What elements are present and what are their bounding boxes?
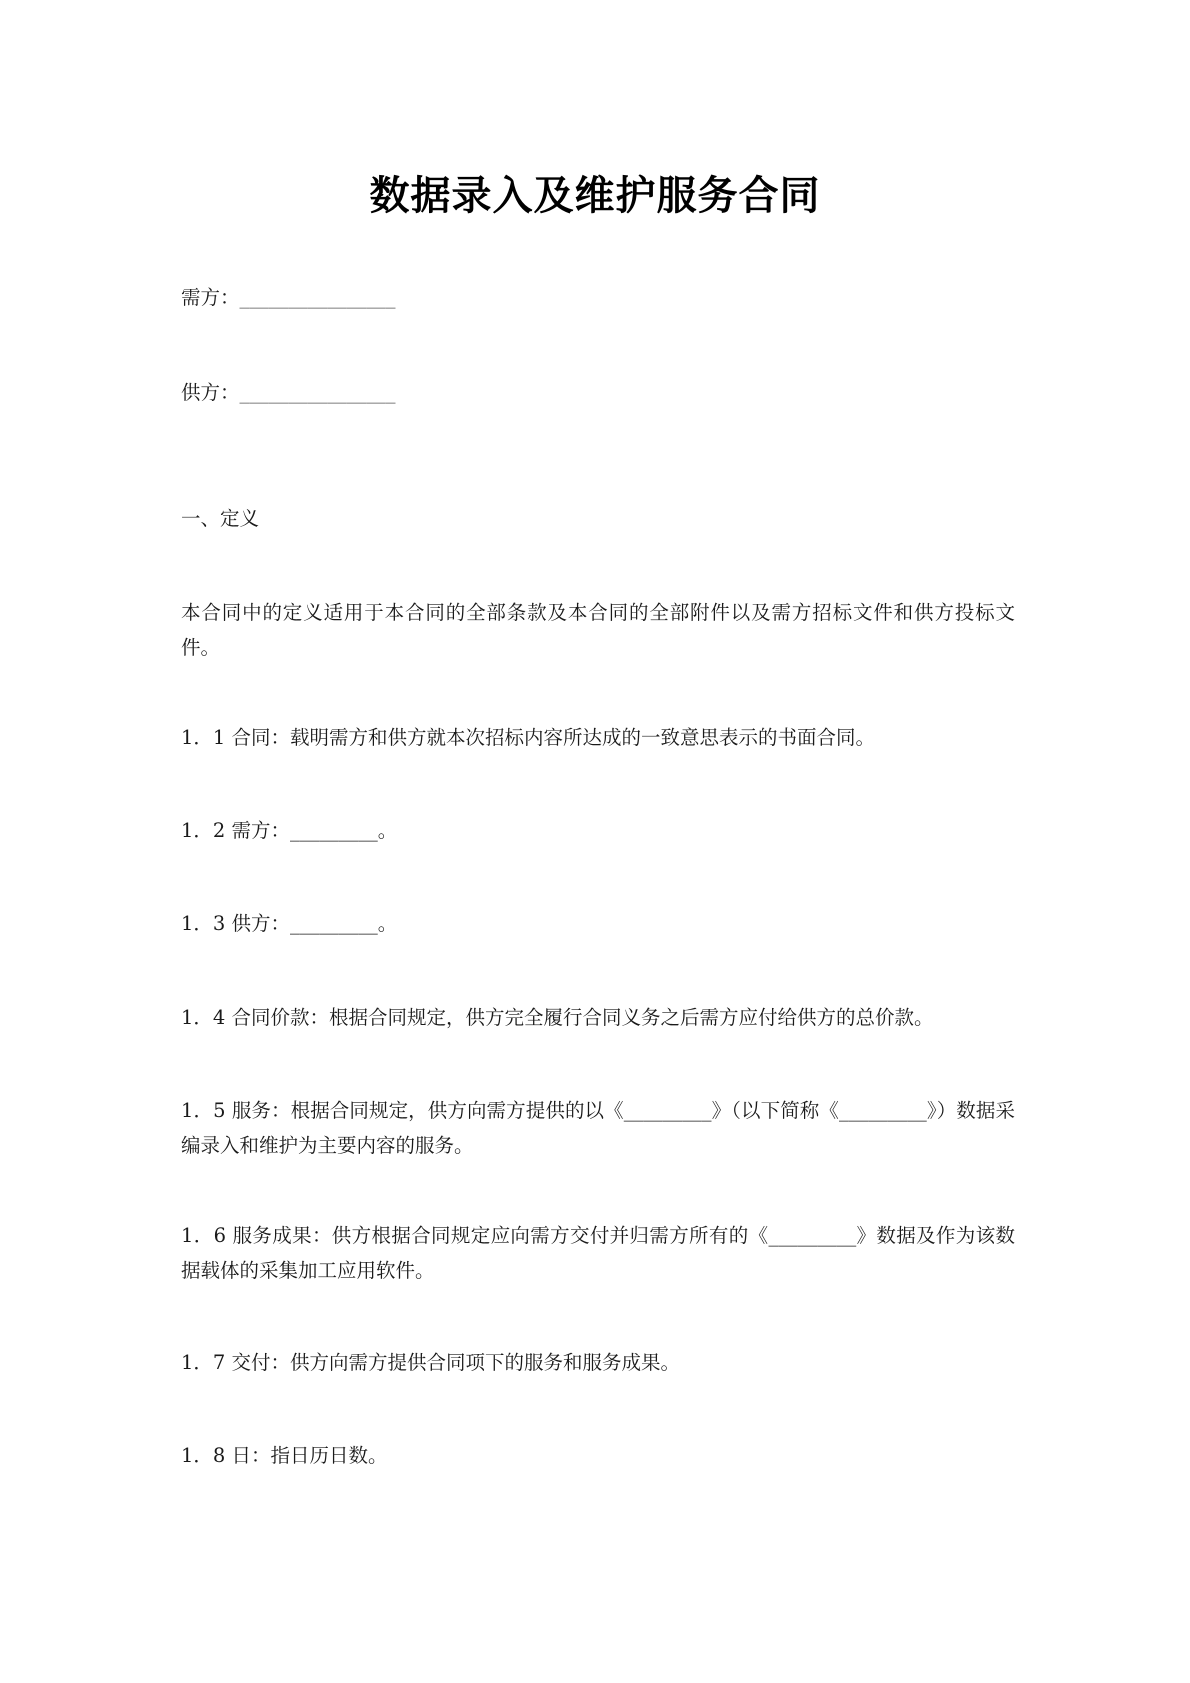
clause-text: 合同价款：根据合同规定，供方完全履行合同义务之后需方应付给供方的总价款。 <box>231 1006 934 1029</box>
clause-1-5 <box>181 1093 1015 1163</box>
party-buyer-value[interactable]: ________________ <box>239 286 396 309</box>
clause-text: 交付：供方向需方提供合同项下的服务和服务成果。 <box>231 1351 681 1374</box>
party-buyer <box>181 280 1013 315</box>
clause-1-7 <box>181 1345 1013 1380</box>
intro-paragraph: 本合同中的定义适用于本合同的全部条款及本合同的全部附件以及需方招标文件和供方投标文件。 <box>181 601 1015 659</box>
clause-number: 1．5 <box>181 1099 226 1122</box>
clause-number: 1．6 <box>181 1224 227 1247</box>
clause-number: 1．2 <box>181 819 226 842</box>
clause-number: 1．3 <box>181 912 226 935</box>
clause-text: 日：指日历日数。 <box>231 1444 388 1467</box>
clause-number: 1．7 <box>181 1351 226 1374</box>
clause-number: 1．1 <box>181 726 226 749</box>
party-buyer-label: 需方： <box>181 286 240 309</box>
section-heading-definitions: 一、定义 <box>181 507 260 530</box>
clause-number: 1．8 <box>181 1444 226 1467</box>
clause-1-8 <box>181 1438 1013 1473</box>
document-title: 数据录入及维护服务合同 <box>369 172 821 219</box>
party-supplier-label: 供方： <box>181 381 240 404</box>
clause-1-1 <box>181 720 1013 755</box>
clause-number: 1．4 <box>181 1006 226 1029</box>
clause-1-3 <box>181 906 1013 941</box>
clause-text: 需方：_________。 <box>231 819 398 842</box>
clause-1-6 <box>181 1218 1015 1288</box>
party-supplier-value[interactable]: ________________ <box>239 381 396 404</box>
clause-text: 合同：载明需方和供方就本次招标内容所达成的一致意思表示的书面合同。 <box>231 726 876 749</box>
clause-1-4 <box>181 1000 1013 1035</box>
clause-text: 服务成果：供方根据合同规定应向需方交付并归需方所有的《_________》数据及作为该数据载体的采集加工应用软件。 <box>181 1224 1015 1282</box>
clause-1-2 <box>181 813 1013 848</box>
clause-text: 服务：根据合同规定，供方向需方提供的以《_________》（以下简称《_________》）数据采编录入和维护为主要内容的服务。 <box>181 1099 1015 1157</box>
clause-text: 供方：_________。 <box>231 912 398 935</box>
party-supplier <box>181 375 1013 410</box>
